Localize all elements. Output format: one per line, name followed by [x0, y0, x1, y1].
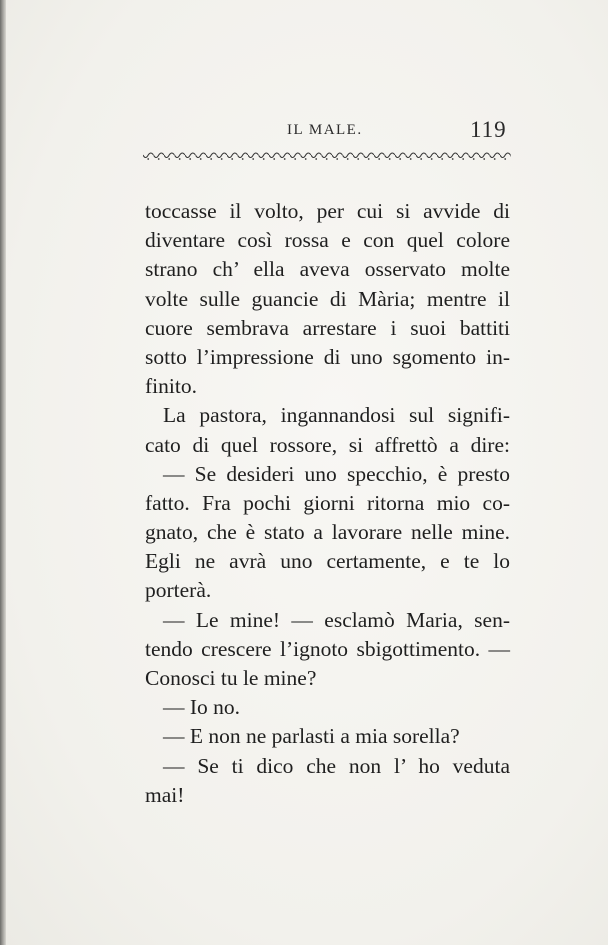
- text-line: sotto l’impressione di uno sgomento in-: [145, 344, 510, 369]
- page-binding-edge: [0, 0, 6, 945]
- running-title: IL MALE.: [287, 122, 363, 138]
- text-line: — Le mine! — esclamò Maria, sen-: [163, 607, 510, 632]
- text-line: gnato, che è stato a lavorare nelle mine.: [145, 520, 510, 545]
- text-line: La pastora, ingannandosi sul signifi-: [163, 403, 510, 428]
- body-text: [145, 197, 510, 810]
- text-line: porterà.: [145, 578, 212, 603]
- text-line: cato di quel rossore, si affrettò a dire:: [145, 432, 510, 457]
- text-line: cuore sembrava arrestare i suoi battiti: [145, 315, 510, 340]
- text-line: diventare così rossa e con quel colore: [145, 228, 510, 253]
- text-line: volte sulle guancie di Mària; mentre il: [145, 286, 510, 311]
- text-line: mai!: [145, 782, 185, 807]
- page-number: 119: [470, 117, 507, 142]
- text-line: — Se desideri uno specchio, è presto: [163, 461, 510, 486]
- text-line: — Se ti dico che non l’ ho veduta: [163, 753, 510, 778]
- text-line: Conosci tu le mine?: [145, 666, 317, 690]
- text-line: fatto. Fra pochi giorni ritorna mio co-: [145, 490, 510, 515]
- text-line: — Io no.: [163, 695, 241, 720]
- text-line: finito.: [145, 374, 197, 399]
- text-line: toccasse il volto, per cui si avvide di: [145, 199, 510, 223]
- text-line: strano ch’ ella aveva osservato molte: [145, 257, 510, 282]
- text-line: Egli ne avrà uno certamente, e te lo: [145, 549, 510, 574]
- text-line: tendo crescere l’ignoto sbigottimento. —: [145, 636, 510, 661]
- decorative-rule-ornament: [143, 152, 511, 162]
- text-line: — E non ne parlasti a mia sorella?: [163, 724, 460, 749]
